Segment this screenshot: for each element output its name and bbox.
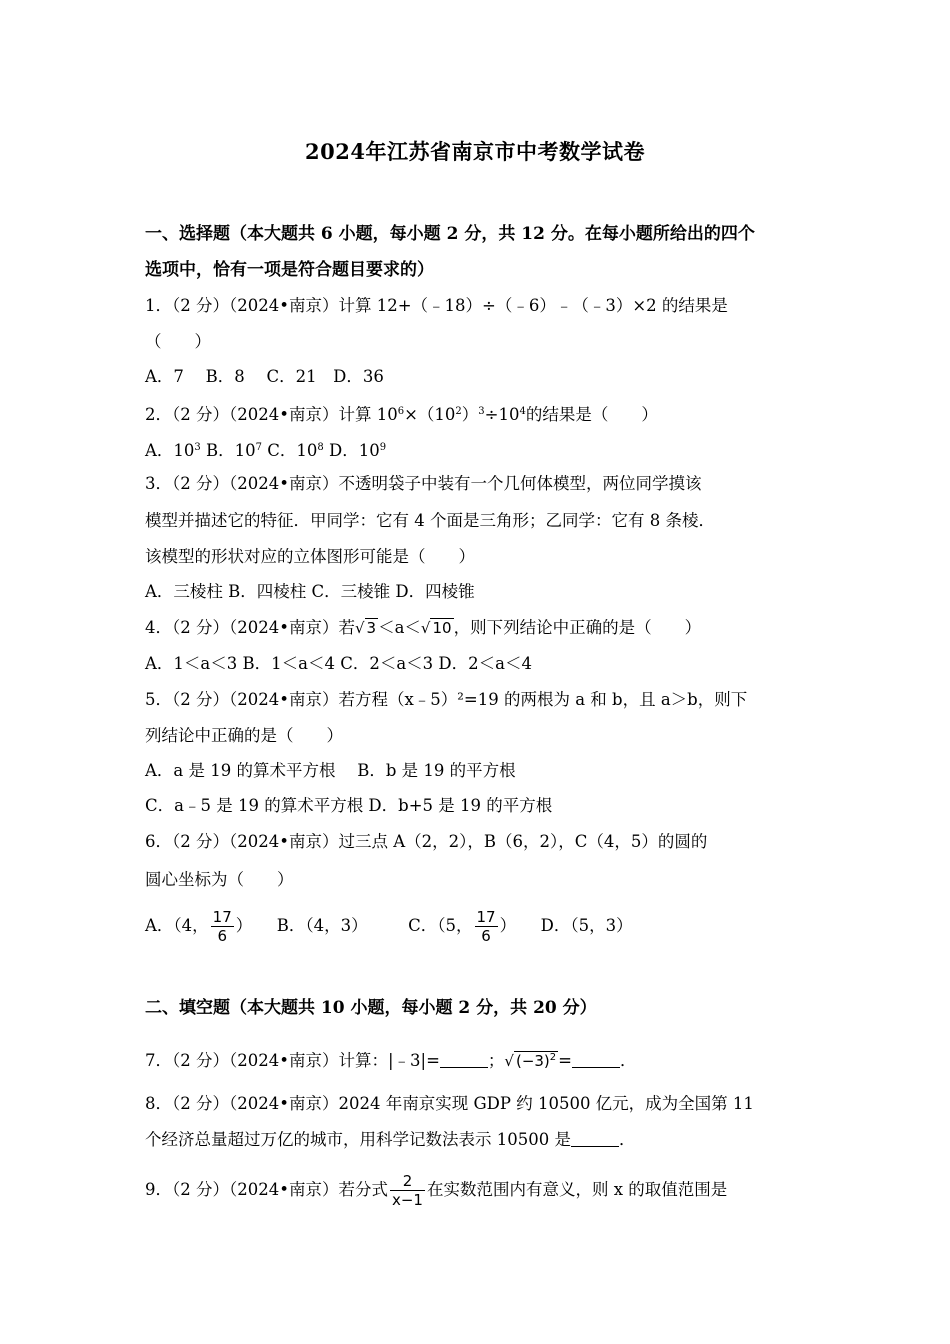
q8-line-2: 个经济总量超过万亿的城市，用科学记数法表示 10500 是 ． [145, 1130, 636, 1149]
section-2-heading: 二、填空题（本大题共 10 小题，每小题 2 分，共 20 分） [145, 998, 597, 1018]
q5-line-2: 列结论中正确的是（ ） [145, 726, 343, 745]
sqrt-10: √ 10 [420, 619, 452, 637]
q4-choices: A．1＜a＜3 B．1＜a＜4 C．2＜a＜3 D．2＜a＜4 [145, 654, 532, 673]
q3-line-3: 该模型的形状对应的立体图形可能是（ ） [145, 547, 475, 566]
q5-line-1: 5．（2 分）（2024•南京）若方程（x﹣5）²=19 的两根为 a 和 b，且 a＞b，则下 [145, 690, 748, 709]
q4-stem: 4．（2 分）（2024•南京）若√ 3 ＜a＜√ 10 ，则下列结论中正确的是（ ） [145, 610, 810, 646]
q3-choices: A．三棱柱 B．四棱柱 C．三棱锥 D．四棱锥 [145, 582, 475, 601]
q3-line-1: 3．（2 分）（2024•南京）不透明袋子中装有一个几何体模型，两位同学摸该 [145, 474, 702, 493]
q2-stem: 2．（2 分）（2024•南京）计算 $10^6\times(10^2)^3\div 10^4$的结果是（ ） [145, 405, 658, 424]
q1-stem: 1．（2 分）（2024•南京）计算 12+（﹣18）÷（﹣6）﹣（﹣3）×2 的结果是 [145, 296, 728, 315]
answer-blank [440, 1049, 488, 1068]
q1-choices: A．7 B．8 C．21 D．36 [145, 367, 384, 386]
q6-line-1: 6．（2 分）（2024•南京）过三点 A（2，2），B（6，2），C（4，5）的圆的 [145, 832, 708, 851]
fraction-17-6: $\frac{17}{6}$ [476, 908, 496, 945]
fraction-2-over-x-minus-1: $\frac{2}{x-1}$ [391, 1172, 423, 1209]
q5-choices-1: A．a 是 19 的算术平方根 B．b 是 19 的平方根 [145, 761, 516, 780]
q5-choices-2: C．a﹣5 是 19 的算术平方根 D．b+5 是 19 的平方根 [145, 796, 553, 815]
section-1-line-2: 选项中，恰有一项是符合题目要求的） [145, 260, 434, 280]
q8-line-1: 8．（2 分）（2024•南京）2024 年南京实现 GDP 约 10500 亿元，成为全国第 11 [145, 1094, 754, 1113]
answer-blank [572, 1049, 620, 1068]
q6-choices: A．（4， $\frac{17}{6}$ ） B．（4，3） C．（5， $\frac{17}{6}$ ） D．（5，3） [145, 908, 633, 945]
q7-stem: 7．（2 分）（2024•南京）计算：|﹣3|= ；√ $(-3)^2$ = ． [145, 1040, 810, 1079]
fraction-17-6: $\frac{17}{6}$ [212, 908, 232, 945]
q1-stem-2: （ ） [145, 332, 211, 351]
q6-line-2: 圆心坐标为（ ） [145, 870, 294, 889]
section-1-line-1: 一、选择题（本大题共 6 小题，每小题 2 分，共 12 分。在每小题所给出的四个 [145, 224, 755, 244]
q9-stem: 9．（2 分）（2024•南京）若分式 $\frac{2}{x-1}$ 在实数范围内有意义，则 x 的取值范围是 [145, 1172, 728, 1209]
q3-line-2: 模型并描述它的特征．甲同学：它有 4 个面是三角形；乙同学：它有 8 条棱． [145, 511, 715, 530]
page-title: 2024年江苏省南京市中考数学试卷 [305, 139, 645, 164]
sqrt-neg3-squared: √ $(-3)^2$ [504, 1052, 557, 1070]
answer-blank [571, 1128, 619, 1147]
section-1-heading [145, 216, 810, 288]
sqrt-3: √ 3 [354, 619, 377, 637]
q2-choices: A．$10^3$ B．$10^7$ C．$10^8$ D．$10^9$ [145, 441, 387, 460]
